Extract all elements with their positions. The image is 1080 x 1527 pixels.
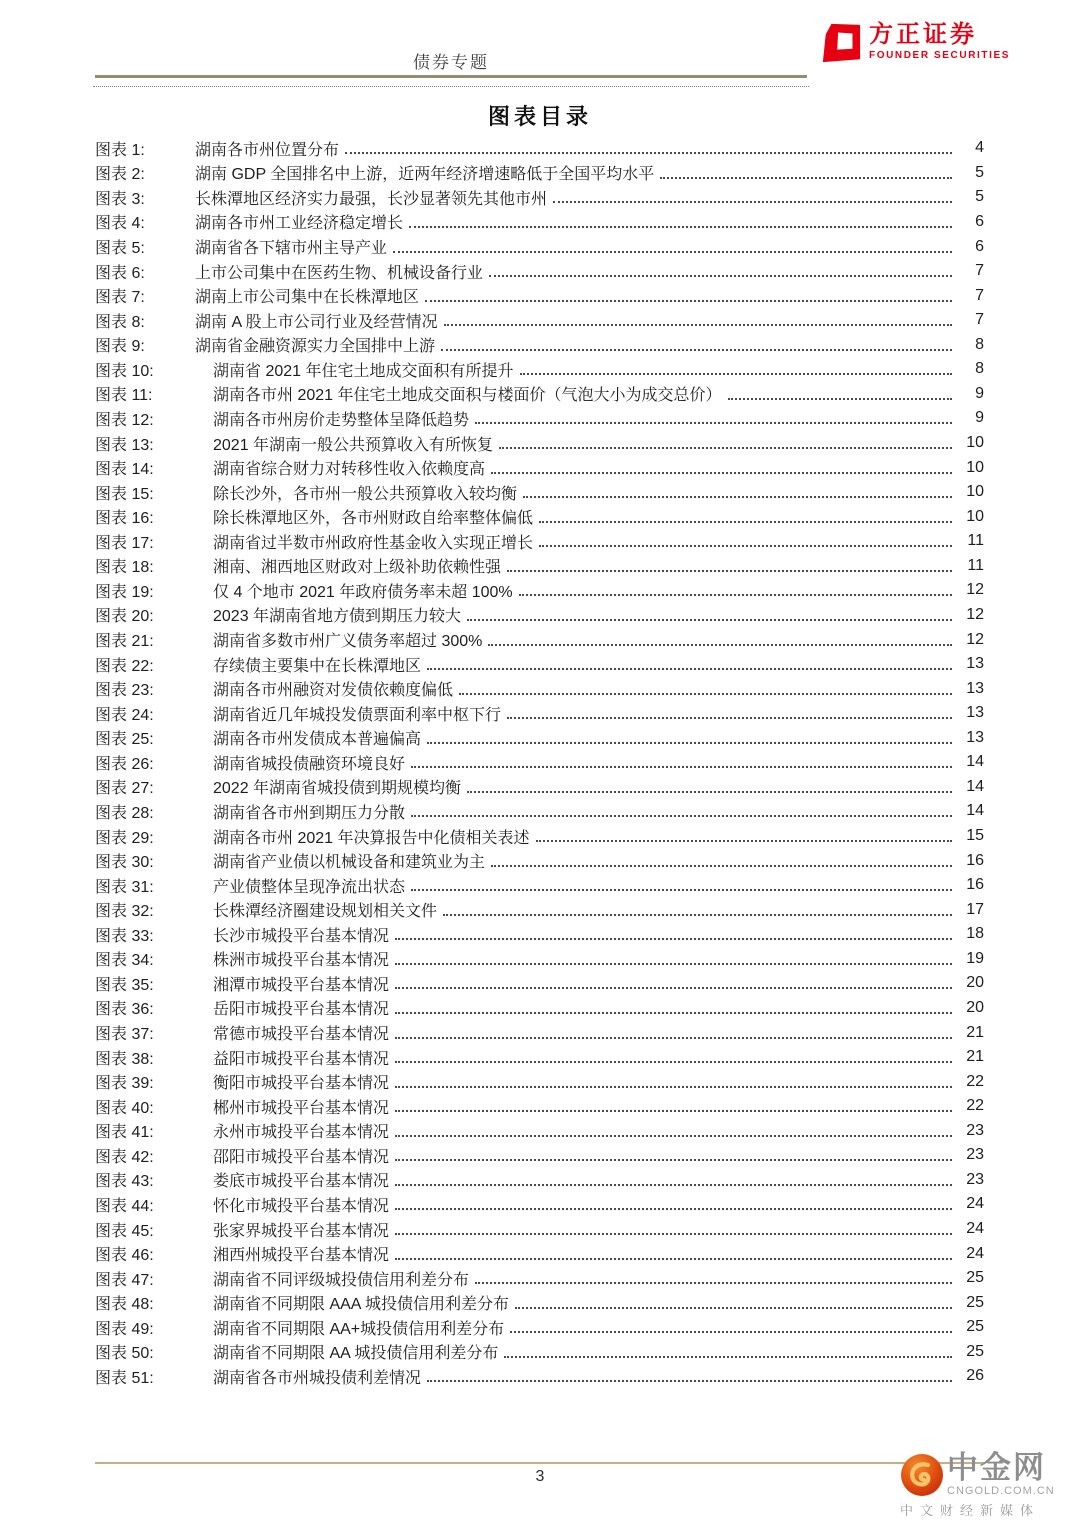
toc-entry-title: 产业债整体呈现净流出状态 [213,878,406,896]
toc-entry-title: 湖南省产业债以机械设备和建筑业为主 [213,854,486,872]
toc-entry [95,848,984,873]
toc-leader-dots [411,766,952,768]
toc-entry-title: 长株潭经济圈建设规划相关文件 [213,903,438,921]
toc-entry-title: 仅 4 个地市 2021 年政府债务率未超 100% [213,583,513,601]
toc-entry [95,922,984,947]
toc-leader-dots [504,1356,952,1358]
toc-leader-dots [660,177,952,179]
toc-leader-dots [536,840,953,842]
toc-entry-label: 图表 8: [95,313,145,331]
toc-entry-page: 5 [975,163,984,181]
footer-rule [95,1462,984,1464]
toc-entry-label: 图表 26: [95,755,154,773]
toc-entry-page: 20 [966,974,984,992]
toc-entry [95,1266,984,1291]
toc-entry [95,824,984,849]
toc-entry-page: 6 [975,212,984,230]
toc-entry-page: 23 [966,1121,984,1139]
toc-entry [95,1192,984,1217]
toc-entry-title: 湘西州城投平台基本情况 [213,1247,390,1265]
toc-entry-title: 湖南各市州融资对发债依赖度偏低 [213,682,454,700]
toc-entry [95,1094,984,1119]
toc-entry-page: 26 [966,1367,984,1385]
toc-entry-page: 20 [966,998,984,1016]
toc-leader-dots [515,1307,952,1309]
toc-entry-label: 图表 1: [95,141,145,159]
toc-entry [95,603,984,628]
toc-entry [95,701,984,726]
toc-entry-title: 湖南省各市州到期压力分散 [213,804,406,822]
toc-title: 图表目录 [487,104,592,129]
toc-entry-title: 湖南各市州工业经济稳定增长 [195,215,404,233]
cngold-watermark [900,1450,1078,1519]
toc-leader-dots [395,1159,952,1161]
toc-entry-title: 株洲市城投平台基本情况 [213,952,390,970]
toc-entry-label: 图表 23: [95,682,154,700]
toc-entry-label: 图表 22: [95,657,154,675]
toc-entry-page: 7 [975,262,984,280]
toc-entry-label: 图表 18: [95,559,154,577]
toc-entry-page: 22 [966,1072,984,1090]
toc-entry-page: 4 [975,139,984,157]
toc-entry-label: 图表 9: [95,338,145,356]
toc-leader-dots [395,987,952,989]
toc-entry-title: 湖南各市州 2021 年决算报告中化债相关表述 [213,829,530,847]
watermark-tagline: 中文财经新媒体 [900,1503,1041,1518]
toc-entry [95,627,984,652]
toc-leader-dots [427,742,952,744]
toc-entry-page: 10 [966,458,984,476]
toc-entry-page: 23 [966,1170,984,1188]
toc-leader-dots [507,570,952,572]
toc-entry-page: 13 [966,704,984,722]
toc-entry-label: 图表 4: [95,215,145,233]
toc-leader-dots [395,938,952,940]
toc-entry-label: 图表 43: [95,1173,154,1191]
toc-leader-dots [395,1012,952,1014]
watermark-name: 中金网 [947,1450,1046,1485]
toc-entry-page: 12 [966,605,984,623]
toc-entry [95,1069,984,1094]
toc-entry [95,554,984,579]
toc-entry-page: 15 [966,827,984,845]
toc-entry-page: 14 [966,777,984,795]
toc-entry-page: 22 [966,1097,984,1115]
toc-entry-title: 永州市城投平台基本情况 [213,1124,390,1142]
toc-leader-dots [489,275,952,277]
toc-entry-title: 湖南省综合财力对转移性收入依赖度高 [213,461,486,479]
toc-leader-dots [467,619,952,621]
toc-entry-label: 图表 7: [95,289,145,307]
toc-entry-label: 图表 15: [95,485,154,503]
toc-entry [95,406,984,431]
toc-entry [95,529,984,554]
toc-entry-page: 8 [975,335,984,353]
toc-entry-title: 常德市城投平台基本情况 [213,1026,390,1044]
toc-entry-page: 24 [966,1244,984,1262]
toc-entry-label: 图表 13: [95,436,154,454]
toc-entry [95,382,984,407]
toc-entry-page: 5 [975,188,984,206]
toc-leader-dots [427,1380,952,1382]
toc-leader-dots [395,1110,952,1112]
toc-entry-page: 11 [967,532,984,550]
toc-entry-label: 图表 12: [95,411,154,429]
toc-entry-page: 18 [966,925,984,943]
toc-entry-page: 25 [966,1318,984,1336]
toc-entry-title: 湘南、湘西地区财政对上级补助依赖性强 [213,559,502,577]
toc-entry-label: 图表 37: [95,1026,154,1044]
toc-entry-page: 9 [975,409,984,427]
toc-leader-dots [444,324,952,326]
toc-entry-title: 长沙市城投平台基本情况 [213,927,390,945]
toc-entry-title: 除长沙外，各市州一般公共预算收入较均衡 [213,485,518,503]
toc-entry [95,283,984,308]
toc-entry-page: 6 [975,237,984,255]
toc-entry-label: 图表 48: [95,1296,154,1314]
toc-leader-dots [345,152,952,154]
toc-leader-dots [395,1086,952,1088]
toc-entry-title: 湖南 A 股上市公司行业及经营情况 [195,313,438,331]
toc-entry-label: 图表 39: [95,1075,154,1093]
toc-leader-dots [427,668,952,670]
toc-entry [95,1020,984,1045]
toc-entry-label: 图表 44: [95,1197,154,1215]
toc-entry [95,259,984,284]
toc-leader-dots [491,865,952,867]
toc-entry-title: 湖南省不同期限 AA+城投债信用利差分布 [213,1320,505,1338]
toc-entry [95,799,984,824]
toc-entry-page: 13 [966,728,984,746]
toc-entry-title: 湖南各市州 2021 年住宅土地成交面积与楼面价（气泡大小为成交总价） [213,387,722,405]
brand-name-en: FOUNDER SECURITIES [869,50,1011,62]
toc-entry-label: 图表 45: [95,1222,154,1240]
toc-entry-page: 7 [975,311,984,329]
cngold-logo-icon [900,1453,944,1497]
toc-entry-title: 湖南省不同期限 AA 城投债信用利差分布 [213,1345,499,1363]
toc-leader-dots [395,1135,952,1137]
toc-leader-dots [395,1233,952,1235]
toc-entry [95,873,984,898]
toc-entry-page: 23 [966,1146,984,1164]
toc-entry-title: 湖南各市州房价走势整体呈降低趋势 [213,411,470,429]
toc-entry-title: 怀化市城投平台基本情况 [213,1197,390,1215]
toc-entry [95,1315,984,1340]
toc-entry [95,996,984,1021]
toc-entry-page: 14 [966,802,984,820]
toc-leader-dots [395,963,952,965]
toc-entry-page: 21 [966,1048,984,1066]
toc-entry-page: 7 [975,286,984,304]
toc-leader-dots [491,472,952,474]
toc-leader-dots [395,1208,952,1210]
toc-entry-label: 图表 31: [95,878,154,896]
toc-leader-dots [395,1184,952,1186]
toc-entry-label: 图表 41: [95,1124,154,1142]
toc-entry-title: 湘潭市城投平台基本情况 [213,976,390,994]
toc-entry-title: 湖南省金融资源实力全国排中上游 [195,338,436,356]
toc-entry-title: 湖南省 2021 年住宅土地成交面积有所提升 [213,362,514,380]
brand-name-cn: 方正证券 [869,21,977,48]
toc-entry [95,455,984,480]
toc-entry [95,726,984,751]
toc-entry-page: 24 [966,1195,984,1213]
header-rule-solid [95,75,807,78]
toc-leader-dots [411,889,952,891]
toc-entry-page: 13 [966,679,984,697]
toc-entry-label: 图表 3: [95,190,145,208]
toc-entry [95,676,984,701]
toc-entry [95,1364,984,1389]
toc-entry [95,1119,984,1144]
toc-entry-title: 长株潭地区经济实力最强，长沙显著领先其他市州 [195,190,548,208]
toc-entry [95,897,984,922]
toc-entry-title: 湖南省各下辖市州主导产业 [195,240,388,258]
toc-entry-title: 湖南各市州发债成本普遍偏高 [213,731,422,749]
founder-securities-logo [820,22,1010,64]
toc-entry-page: 19 [966,949,984,967]
toc-leader-dots [425,300,952,302]
toc-entry-title: 娄底市城投平台基本情况 [213,1173,390,1191]
toc-entry [95,431,984,456]
toc-leader-dots [507,717,952,719]
toc-entry-label: 图表 10: [95,362,154,380]
toc-leader-dots [395,1037,952,1039]
toc-entry-title: 湖南省不同期限 AAA 城投债信用利差分布 [213,1296,510,1314]
toc-entry-label: 图表 49: [95,1320,154,1338]
toc-entry-page: 25 [966,1342,984,1360]
toc-entry [95,578,984,603]
toc-entry [95,234,984,259]
toc-entry-title: 张家界城投平台基本情况 [213,1222,390,1240]
toc-entry [95,775,984,800]
toc-leader-dots [411,815,952,817]
toc-leader-dots [395,1258,952,1260]
toc-entry-label: 图表 19: [95,583,154,601]
toc-entry-label: 图表 25: [95,731,154,749]
toc-entry-label: 图表 27: [95,780,154,798]
toc-entry-page: 21 [966,1023,984,1041]
toc-entry [95,308,984,333]
toc-entry-label: 图表 5: [95,240,145,258]
toc-entry-page: 13 [966,655,984,673]
toc-entry [95,1168,984,1193]
toc-entry-title: 2023 年湖南省地方债到期压力较大 [213,608,462,626]
toc-entry-page: 16 [966,876,984,894]
toc-entry-page: 10 [966,434,984,452]
toc-entry-label: 图表 38: [95,1050,154,1068]
toc-entry [95,185,984,210]
toc-entry-title: 除长株潭地区外，各市州财政自给率整体偏低 [213,510,534,528]
toc-entry-page: 10 [966,507,984,525]
toc-entry-title: 湖南各市州位置分布 [195,141,340,159]
toc-entry [95,333,984,358]
toc-leader-dots [553,201,952,203]
toc-leader-dots [393,251,952,253]
toc-entry-title: 湖南省近几年城投发债票面利率中枢下行 [213,706,502,724]
toc-leader-dots [523,496,952,498]
founder-logo-icon [820,22,862,64]
toc-entry-page: 8 [975,360,984,378]
toc-entry-label: 图表 20: [95,608,154,626]
toc-entry-label: 图表 35: [95,976,154,994]
toc-leader-dots [499,447,952,449]
toc-entry-title: 益阳市城投平台基本情况 [213,1050,390,1068]
toc-entry [95,504,984,529]
toc-entry-page: 12 [966,581,984,599]
toc-leader-dots [520,373,953,375]
toc-entry-title: 湖南省过半数市州政府性基金收入实现正增长 [213,534,534,552]
toc-entry-label: 图表 29: [95,829,154,847]
toc-entry [95,1340,984,1365]
toc-entry [95,750,984,775]
toc-leader-dots [539,545,952,547]
toc-leader-dots [488,644,952,646]
toc-leader-dots [475,422,952,424]
toc-entry-label: 图表 11: [95,387,153,405]
toc-entry-label: 图表 42: [95,1148,154,1166]
toc-entry-title: 衡阳市城投平台基本情况 [213,1075,390,1093]
toc-entry-title: 郴州市城投平台基本情况 [213,1099,390,1117]
toc-entry-title: 湖南省各市州城投债利差情况 [213,1369,422,1387]
toc-leader-dots [459,693,952,695]
toc-leader-dots [395,1061,952,1063]
toc-entry-page: 14 [966,753,984,771]
toc-entry-title: 湖南省城投债融资环境良好 [213,755,406,773]
toc-entry-label: 图表 28: [95,804,154,822]
toc-entry-label: 图表 6: [95,264,145,282]
toc-entry-title: 湖南 GDP 全国排名中上游，近两年经济增速略低于全国平均水平 [195,166,655,184]
toc-entry-label: 图表 14: [95,461,154,479]
toc-entry-page: 12 [966,630,984,648]
toc-entry [95,1217,984,1242]
toc-entry [95,210,984,235]
toc-entry-label: 图表 47: [95,1271,154,1289]
toc-entry-title: 上市公司集中在医药生物、机械设备行业 [195,264,484,282]
toc-leader-dots [475,1282,952,1284]
toc-entry-page: 9 [975,384,984,402]
toc-entry-label: 图表 21: [95,633,154,651]
toc-entry-label: 图表 33: [95,927,154,945]
toc-entry [95,652,984,677]
toc-leader-dots [441,349,952,351]
toc-leader-dots [728,398,953,400]
toc-entry [95,971,984,996]
toc-entry [95,1290,984,1315]
footer-page-number: 3 [535,1468,545,1485]
toc-list [95,136,984,1389]
toc-entry [95,357,984,382]
toc-entry-title: 2022 年湖南省城投债到期规模均衡 [213,780,462,798]
header-rule-dotted [93,86,809,87]
header-doc-type: 债券专题 [413,53,489,72]
toc-entry-label: 图表 2: [95,166,145,184]
toc-entry [95,947,984,972]
toc-entry-label: 图表 32: [95,903,154,921]
toc-entry [95,1241,984,1266]
toc-entry-page: 16 [966,851,984,869]
toc-entry-title: 岳阳市城投平台基本情况 [213,1001,390,1019]
toc-entry-title: 邵阳市城投平台基本情况 [213,1148,390,1166]
toc-entry-title: 2021 年湖南一般公共预算收入有所恢复 [213,436,494,454]
toc-entry-label: 图表 16: [95,510,154,528]
toc-entry-title: 湖南上市公司集中在长株潭地区 [195,289,420,307]
toc-leader-dots [443,914,952,916]
toc-entry-label: 图表 30: [95,854,154,872]
toc-entry-label: 图表 40: [95,1099,154,1117]
toc-entry-page: 11 [967,556,984,574]
watermark-domain: CNGOLD.COM.CN [947,1484,1055,1497]
toc-entry [95,136,984,161]
toc-entry-page: 25 [966,1269,984,1287]
toc-entry-label: 图表 17: [95,534,154,552]
toc-entry-title: 存续债主要集中在长株潭地区 [213,657,422,675]
toc-entry-title: 湖南省多数市州广义债务率超过 300% [213,633,483,651]
toc-entry-page: 10 [966,483,984,501]
toc-entry-page: 24 [966,1220,984,1238]
toc-entry [95,480,984,505]
toc-entry-label: 图表 51: [95,1369,154,1387]
toc-entry-title: 湖南省不同评级城投债信用利差分布 [213,1271,470,1289]
toc-leader-dots [539,521,952,523]
toc-leader-dots [409,226,952,228]
toc-leader-dots [519,594,952,596]
toc-entry [95,1045,984,1070]
toc-entry-label: 图表 46: [95,1247,154,1265]
toc-leader-dots [467,791,952,793]
toc-entry-label: 图表 24: [95,706,154,724]
toc-entry-page: 17 [966,900,984,918]
toc-entry-label: 图表 36: [95,1001,154,1019]
toc-entry-page: 25 [966,1293,984,1311]
toc-leader-dots [510,1331,952,1333]
toc-entry [95,161,984,186]
toc-entry [95,1143,984,1168]
toc-entry-label: 图表 50: [95,1345,154,1363]
toc-entry-label: 图表 34: [95,952,154,970]
